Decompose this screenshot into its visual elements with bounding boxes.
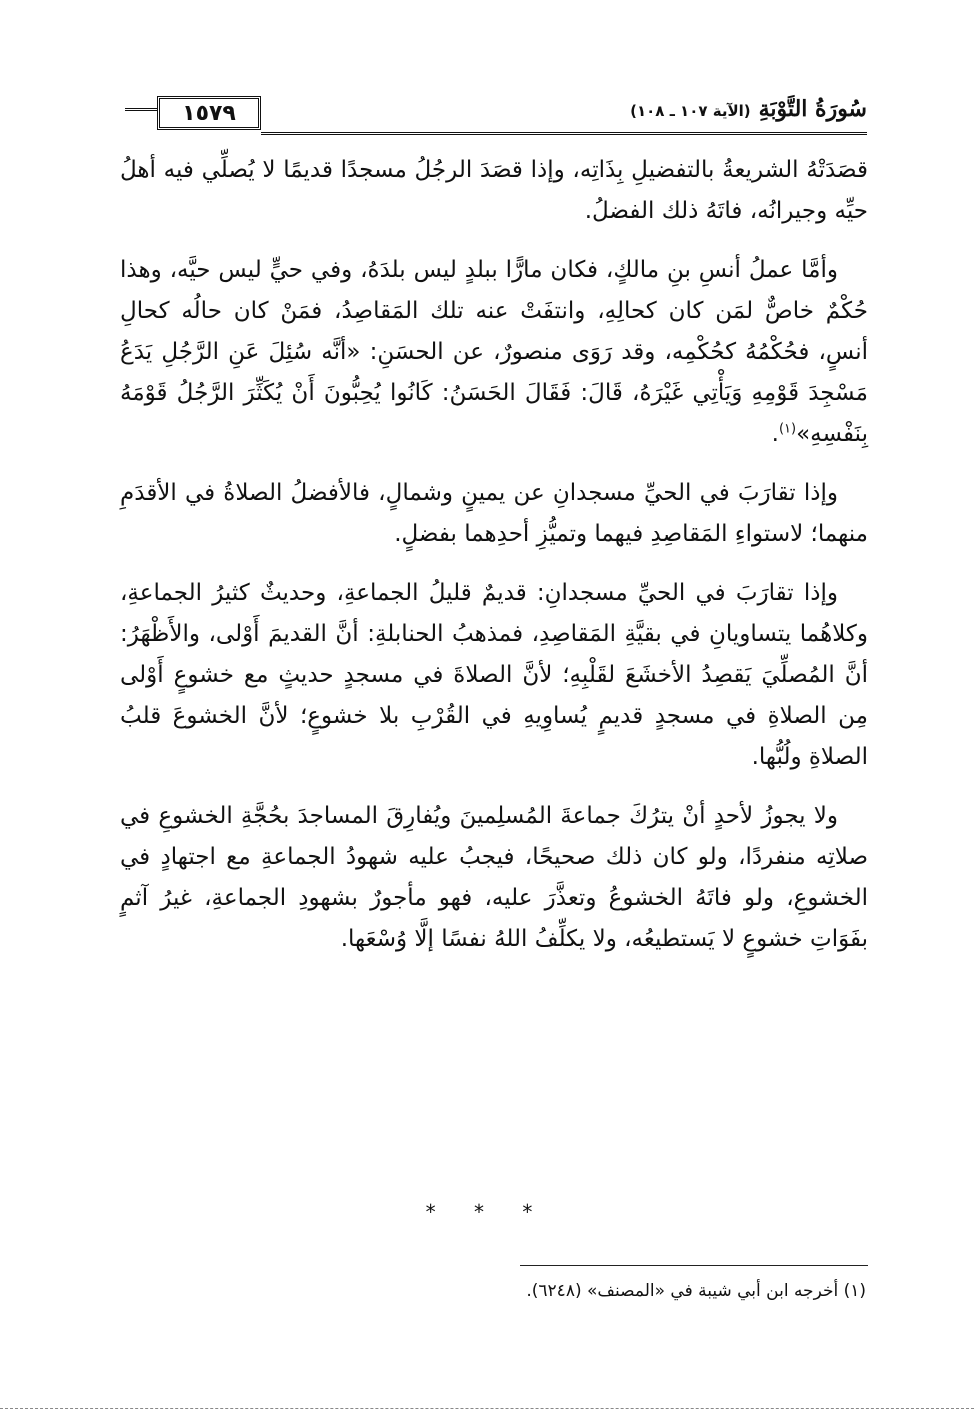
header-rule-left bbox=[125, 108, 157, 111]
paragraph-4: وإذا تقارَبَ في الحيِّ مسجدانِ: قديمٌ قليلُ الجماعةِ، وحديثٌ كثيرُ الجماعةِ، وكلاهُما يتساويانِ في بقيَّةِ المَقاصِدِ، فمذهبُ الحنابلةِ: أنَّ القديمَ أَوْلى، والأَظْهَرُ: أنَّ المُصلِّيَ يَقصِدُ الأخشَعَ لقَلْبِهِ؛ لأنَّ الصلاةَ في مسجدٍ حديثٍ مع خشوعٍ أَوْلى مِن الصلاةِ في مسجدٍ قديمٍ يُساوِيهِ في القُرْبِ بلا خشوعٍ؛ لأنَّ الخشوعَ قلبُ الصلاةِ ولُبُّها. bbox=[120, 580, 868, 770]
paragraph-3: وإذا تقارَبَ في الحيِّ مسجدانِ عن يمينٍ وشمالٍ، فالأفضلُ الصلاةُ في الأقدَمِ منهما؛ لاستواءِ المَقاصِدِ فيهما وتميُّزِ أحدِهما بفضلٍ. bbox=[120, 480, 868, 547]
running-title bbox=[630, 96, 867, 122]
surah-name: سُورَةُ التَّوْبَةِ bbox=[758, 96, 867, 122]
footnote: (١) أخرجه ابن أبي شيبة في «المصنف» (٦٢٤٨). bbox=[526, 1281, 866, 1301]
page-bottom-edge bbox=[0, 1408, 974, 1409]
footnote-reference: (١) bbox=[778, 421, 797, 437]
paragraph-5: ولا يجوزُ لأحدٍ أنْ يترُكَ جماعةَ المُسلِمينَ ويُفارِقَ المساجدَ بحُجَّةِ الخشوعِ في صلاتِه منفردًا، ولو كان ذلك صحيحًا، فيجبُ عليه شهودُ الجماعةِ مع اجتهادٍ في الخشوعِ، ولو فاتَهُ الخشوعُ وتعذَّرَ عليه، فهو مأجورٌ بشهودِ الجماعةِ، غيرُ آثمٍ بفَوَاتِ خشوعٍ لا يَستطيعُه، ولا يكلِّفُ اللهُ نفسًا إلَّا وُسْعَها. bbox=[120, 803, 868, 952]
section-separator: * * * bbox=[425, 1200, 549, 1224]
paragraph-2-text: وأمَّا عملُ أنسِ بنِ مالكٍ، فكان مارًّا ببلدٍ ليس بلدَهُ، وفي حيٍّ ليس حيَّه، وهذا حُكْمٌ خاصٌّ لمَن كان كحالِهِ، وانتفَتْ عنه تلك المَقاصِدُ، فمَنْ كان حالُه كحالِ أنسٍ، فحُكْمُهُ كحُكْمِه، وقد رَوَى منصورٌ، عن الحسَنِ: «أنَّه سُئِلَ عَنِ الرَّجُلِ يَدَعُ مَسْجِدَ قَوْمِهِ وَيَأْتِي غَيْرَهُ، قَالَ: فَقَالَ الحَسَنُ: كَانُوا يُحِبُّونَ أَنْ يُكَثِّرَ الرَّجُلُ قَوْمَهُ بِنَفْسِهِ» bbox=[120, 257, 868, 447]
main-text bbox=[120, 150, 868, 978]
paragraph-2-end: . bbox=[771, 421, 779, 447]
header-rule bbox=[261, 132, 867, 135]
paragraph-1: قصَدَتْهُ الشريعةُ بالتفضيلِ بِذَاتِه، وإذا قصَدَ الرجُلُ مسجدًا قديمًا لا يُصلِّي فيه أهلُ حيِّه وجيرانُه، فاتَهُ ذلك الفضلُ. bbox=[120, 157, 868, 224]
paragraph-2 bbox=[120, 250, 868, 455]
page-number: ١٥٧٩ bbox=[157, 96, 261, 130]
footnote-rule bbox=[520, 1265, 868, 1266]
page-header bbox=[125, 96, 867, 136]
verse-range: (الآية ١٠٧ ـ ١٠٨) bbox=[630, 102, 751, 120]
